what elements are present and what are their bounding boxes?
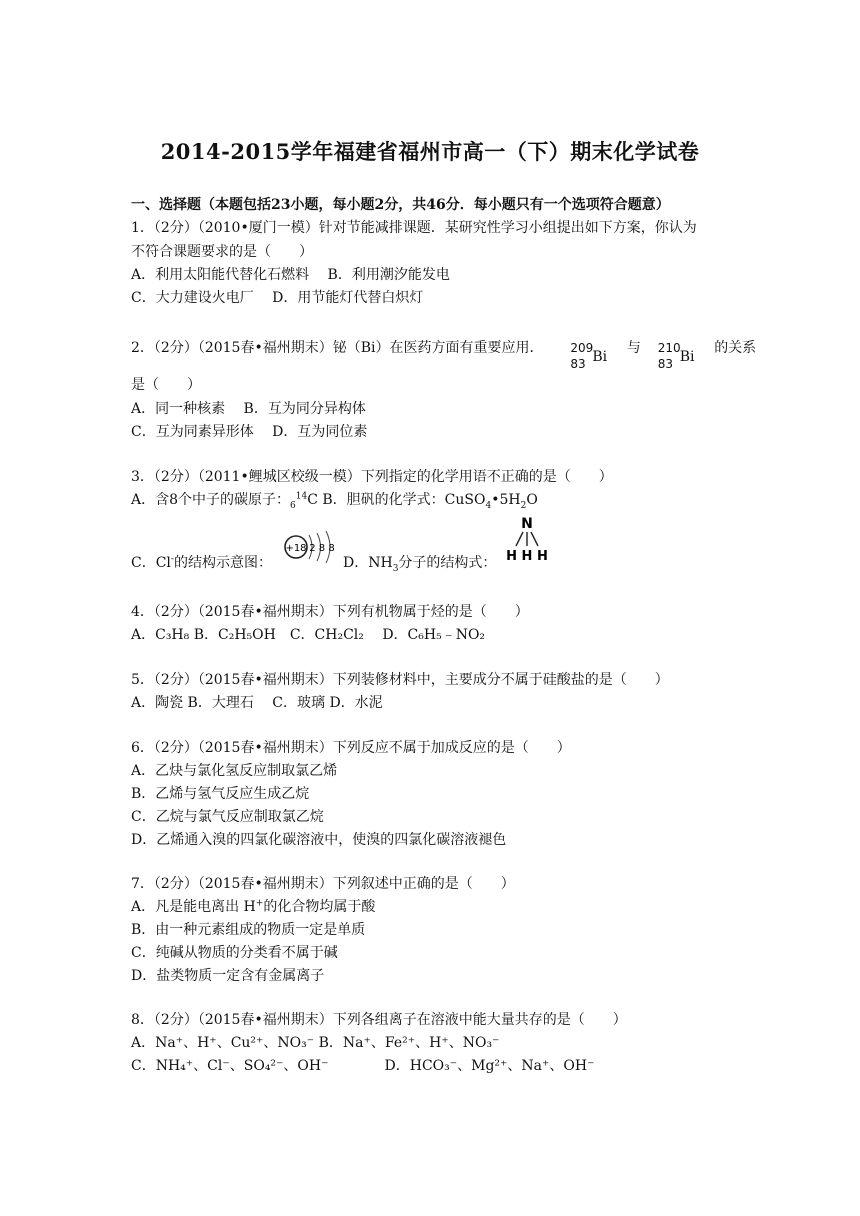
q6-stem: 6．（2分）（2015春•福州期末）下列反应不属于加成反应的是（ ）	[131, 740, 571, 756]
q7-option-a-text-end: 的化合物均属于酸	[263, 899, 376, 915]
q4-options: A．C₃H₈ B．C₂H₅OH C．CH₂Cl₂ D．C₆H₅﹣NO₂	[131, 627, 486, 643]
cl-nucleus-label: +18	[285, 543, 307, 554]
nuclide-atomic-number: 83	[657, 357, 674, 371]
q4-stem: 4．（2分）（2015春•福州期末）下列有机物属于烃的是（ ）	[131, 604, 529, 620]
q2-options-ab: A．同一种核素 B．互为同分异构体	[131, 401, 366, 417]
q7-option-a	[131, 898, 375, 916]
exam-title: 2014-2015学年福建省福州市高一（下）期末化学试卷	[160, 139, 700, 164]
q1-stem-line1: 1．（2分）（2010•厦门一模）针对节能减排课题．某研究性学习小组提出如下方案，你认为	[131, 220, 697, 236]
q7-option-b: B．由一种元素组成的物质一定是单质	[131, 922, 366, 938]
nuclide-mass: 210	[657, 341, 681, 355]
formula-subscript: 2	[520, 500, 527, 511]
formula-text: •5H	[491, 492, 521, 508]
cl-shell-electrons: 2 8 8	[309, 543, 335, 554]
q6-option-d: D．乙烯通入溴的四氯化碳溶液中，使溴的四氯化碳溶液褪色	[131, 832, 507, 848]
nuclide-bi-210	[657, 331, 710, 371]
nuclide-bi-209	[570, 331, 622, 371]
q2-options-cd: C．互为同素异形体 D．互为同位素	[131, 424, 368, 440]
q7-option-d: D．盐类物质一定含有金属离子	[131, 968, 325, 984]
q7-option-c: C．纯碱从物质的分类看不属于碱	[131, 945, 338, 961]
nuclide-atomic-number: 83	[570, 357, 586, 371]
q8-stem: 8．（2分）（2015春•福州期末）下列各组离子在溶液中能大量共存的是（ ）	[131, 1012, 627, 1028]
nuclide-symbol: Bi	[592, 349, 608, 365]
q8-options-ab: A．Na⁺、H⁺、Cu²⁺、NO₃⁻ B．Na⁺、Fe²⁺、H⁺、NO₃⁻	[131, 1035, 500, 1051]
q5-stem: 5．（2分）（2015春•福州期末）下列装修材料中，主要成分不属于硅酸盐的是（ ）	[131, 672, 669, 688]
q2-stem-end: 的关系	[714, 340, 757, 356]
q3-option-c-label: C．Cl	[131, 555, 171, 571]
q1-options-cd: C．大力建设火电厂 D．用节能灯代替白炽灯	[131, 290, 424, 306]
nuclide-symbol: Bi	[679, 349, 695, 365]
q6-option-c: C．乙烷与氯气反应制取氯乙烷	[131, 809, 324, 825]
q8-options-cd: C．NH₄⁺、Cl⁻、SO₄²⁻、OH⁻ D．HCO₃⁻、Mg²⁺、Na⁺、OH⁻	[131, 1058, 595, 1074]
section-heading: 一、选择题（本题包括23小题，每小题2分，共46分．每小题只有一个选项符合题意）	[131, 197, 670, 213]
q3-option-d	[343, 554, 496, 572]
q3-option-a: A．含8个中子的碳原子：	[131, 492, 291, 508]
q3-stem: 3．（2分）（2011•鲤城区校级一模）下列指定的化学用语不正确的是（ ）	[131, 469, 613, 485]
q6-option-a: A．乙炔与氯化氢反应制取氯乙烯	[131, 763, 338, 779]
nuclide-mass: 209	[570, 341, 594, 355]
q3-option-c	[131, 554, 272, 572]
ammonia-structural-formula	[503, 514, 555, 566]
nh3-hydrogens: H H H	[506, 549, 548, 564]
chloride-ion-structure-diagram	[282, 529, 344, 577]
q3-option-c-text: 的结构示意图：	[173, 555, 272, 571]
q3-option-d-label: D．NH	[343, 555, 393, 571]
ion-charge: -	[170, 554, 174, 565]
q5-options: A．陶瓷 B．大理石 C．玻璃 D．水泥	[131, 695, 383, 711]
q3-option-d-text: 分子的结构式：	[398, 555, 497, 571]
q1-stem-line2: 不符合课题要求的是（ ）	[131, 244, 313, 260]
q1-options-ab: A．利用太阳能代替化石燃料 B．利用潮汐能发电	[131, 267, 450, 283]
q7-stem: 7．（2分）（2015春•福州期末）下列叙述中正确的是（ ）	[131, 876, 515, 892]
formula-subscript: 3	[392, 563, 399, 574]
carbon-atomic-number: 6	[290, 500, 296, 511]
nh3-nitrogen: N	[521, 516, 533, 532]
q2-connector: 与	[626, 340, 641, 356]
q2-stem-line2: 是（ ）	[131, 377, 201, 393]
q6-option-b: B．乙烯与氢气反应生成乙烷	[131, 786, 310, 802]
q3-options-ab	[131, 491, 538, 509]
ion-charge: +	[255, 898, 264, 909]
q2-stem-line1	[131, 331, 757, 371]
q2-stem-text: 2．（2分）（2015春•福州期末）铋（Bi）在医药方面有重要应用．	[131, 340, 544, 356]
q3-option-b: B．胆矾的化学式：CuSO	[317, 492, 486, 508]
q7-option-a-text: A．凡是能电离出 H	[131, 899, 256, 915]
carbon-mass-number: 14	[295, 491, 308, 502]
carbon-symbol: C	[307, 492, 318, 508]
formula-subscript: 4	[485, 500, 492, 511]
formula-text: O	[526, 492, 538, 508]
